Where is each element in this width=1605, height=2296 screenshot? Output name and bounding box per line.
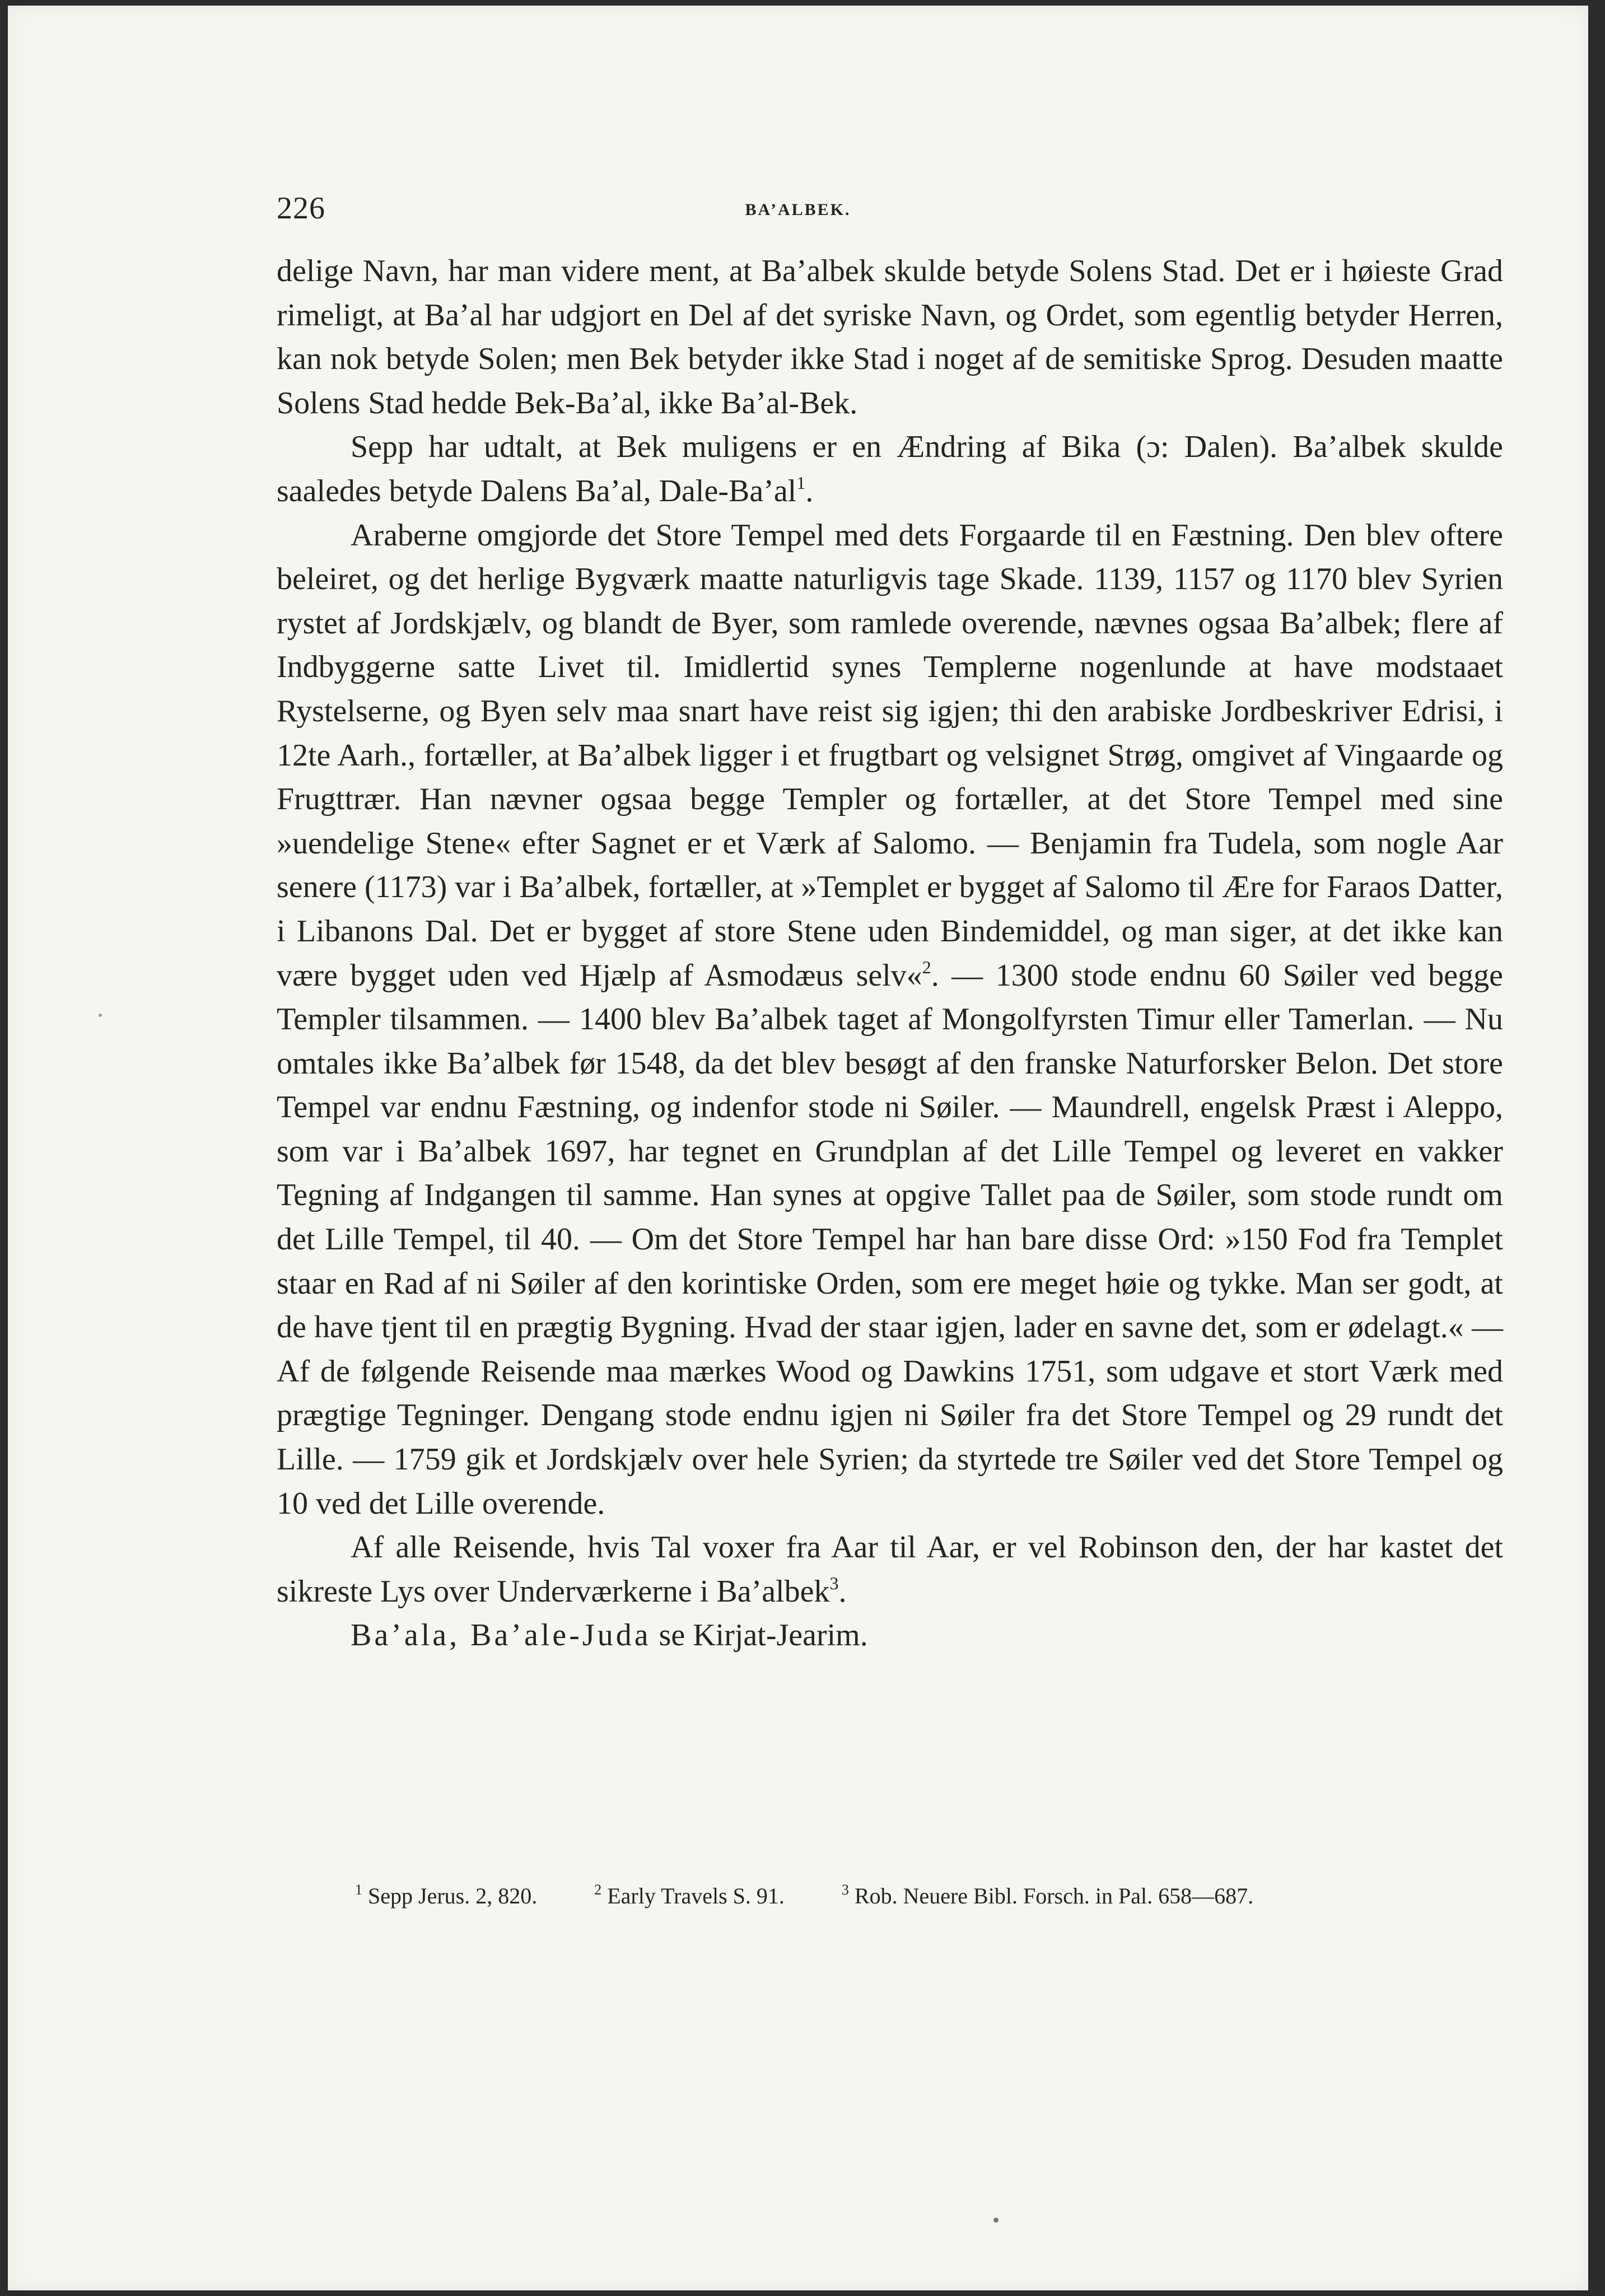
paragraph-4-text: Af alle Reisende, hvis Tal voxer fra Aar til Aar, er vel Robinson den, der har kastet det sikreste Lys over Underværkerne i Ba’albek	[277, 1530, 1503, 1609]
footnote-1	[355, 1883, 537, 1908]
cross-reference: se Kirjat-Jearim.	[651, 1618, 868, 1653]
paragraph-4	[277, 1525, 1503, 1613]
footnote-number: 2	[594, 1882, 602, 1898]
footnote-2	[594, 1883, 785, 1908]
paragraph-3-text-b: . — 1300 stode endnu 60 Søiler ved begge Templer tilsammen. — 1400 blev Ba’albek taget af Mongolfyrsten Timur eller Tamerlan. — Nu omtales ikke Ba’albek før 1548, da det blev besøgt af den franske Naturforsker Belon. Det store Tempel var endnu Fæstning, og indenfor stode ni Søiler. — Maundrell, engelsk Præst i Aleppo, som var i Ba’albek 1697, har tegnet en Grundplan af det Lille Tempel og leveret en vakker Tegning af Indgangen til samme. Han synes at opgive Tallet paa de Søiler, som stode rundt om det Lille Tempel, til 40. — Om det Store Tempel har han bare disse Ord: »150 Fod fra Templet staar en Rad af ni Søiler af den korintiske Orden, som ere meget høie og tykke. Man ser godt, at de have tjent til en prægtig Bygning. Hvad der staar igjen, lader en savne det, som er ødelagt.« — Af de følgende Reisende maa mærkes Wood og Dawkins 1751, som udgave et stort Værk med prægtige Tegninger. Dengang stode endnu igjen ni Søiler fra det Store Tempel og 29 rundt det Lille. — 1759 gik et Jordskjælv over hele Syrien; da styrtede tre Søiler ved det Store Tempel og 10 ved det Lille overende.	[277, 958, 1503, 1521]
paragraph-1	[277, 249, 1503, 425]
paper-speck	[993, 2218, 999, 2223]
running-head: BA’ALBEK.	[745, 200, 851, 219]
page-header	[8, 190, 1588, 235]
body-text	[277, 249, 1503, 1658]
footnote-text: Early Travels S. 91.	[607, 1883, 785, 1908]
footnote-ref-3: 3	[829, 1572, 839, 1593]
footnote-ref-2: 2	[922, 956, 931, 977]
footnote-text: Rob. Neuere Bibl. Forsch. in Pal. 658—687.	[854, 1883, 1254, 1908]
footnote-text: Sepp Jerus. 2, 820.	[368, 1883, 538, 1908]
paragraph-1-text: delige Navn, har man videre ment, at Ba’albek skulde betyde Solens Stad. Det er i høieste Grad rimeligt, at Ba’al har udgjort en Del af det syriske Navn, og Ordet, som egentlig betyder Herren, kan nok betyde Solen; men Bek betyder ikke Stad i noget af de semitiske Sprog. Desuden maatte Solens Stad hedde Bek-Ba’al, ikke Ba’al-Bek.	[277, 254, 1503, 421]
footnotes	[355, 1883, 1531, 1909]
paragraph-5	[277, 1613, 1503, 1658]
footnote-ref-1: 1	[796, 472, 806, 493]
paragraph-2	[277, 425, 1503, 513]
document-page	[8, 6, 1588, 2290]
paragraph-4-end: .	[838, 1574, 847, 1609]
footnote-3	[842, 1883, 1253, 1908]
paragraph-3-text-a: Araberne omgjorde det Store Tempel med dets Forgaarde til en Fæstning. Den blev oftere beleiret, og det herlige Bygværk maatte naturligvis tage Skade. 1139, 1157 og 1170 blev Syrien rystet af Jordskjælv, og blandt de Byer, som ramlede overende, nævnes ogsaa Ba’albek; flere af Indbyggerne satte Livet til. Imidlertid synes Templerne nogenlunde at have modstaaet Rystelserne, og Byen selv maa snart have reist sig igjen; thi den arabiske Jordbeskriver Edrisi, i 12te Aarh., fortæller, at Ba’albek ligger i et frugtbart og velsignet Strøg, omgivet af Vingaarde og Frugttrær. Han nævner ogsaa begge Templer og fortæller, at det Store Tempel med sine »uendelige Stene« efter Sagnet er et Værk af Salomo. — Benjamin fra Tudela, som nogle Aar senere (1173) var i Ba’albek, fortæller, at »Templet er bygget af Salomo til Ære for Faraos Datter, i Libanons Dal. Det er bygget af store Stene uden Bindemiddel, og man siger, at det ikke kan være bygget uden ved Hjælp af Asmodæus selv«	[277, 517, 1503, 993]
paragraph-2-end: .	[805, 473, 814, 508]
page-number: 226	[277, 191, 325, 226]
paragraph-3	[277, 514, 1503, 1526]
footnote-number: 1	[355, 1882, 362, 1898]
paragraph-2-text: Sepp har udtalt, at Bek muligens er en Ændring af Bika (ɔ: Dalen). Ba’albek skulde saaledes betyde Dalens Ba’al, Dale-Ba’al	[277, 430, 1503, 508]
paper-speck	[99, 1014, 102, 1017]
footnote-number: 3	[841, 1882, 849, 1898]
headword: Ba’ala, Ba’ale-Juda	[351, 1618, 651, 1653]
